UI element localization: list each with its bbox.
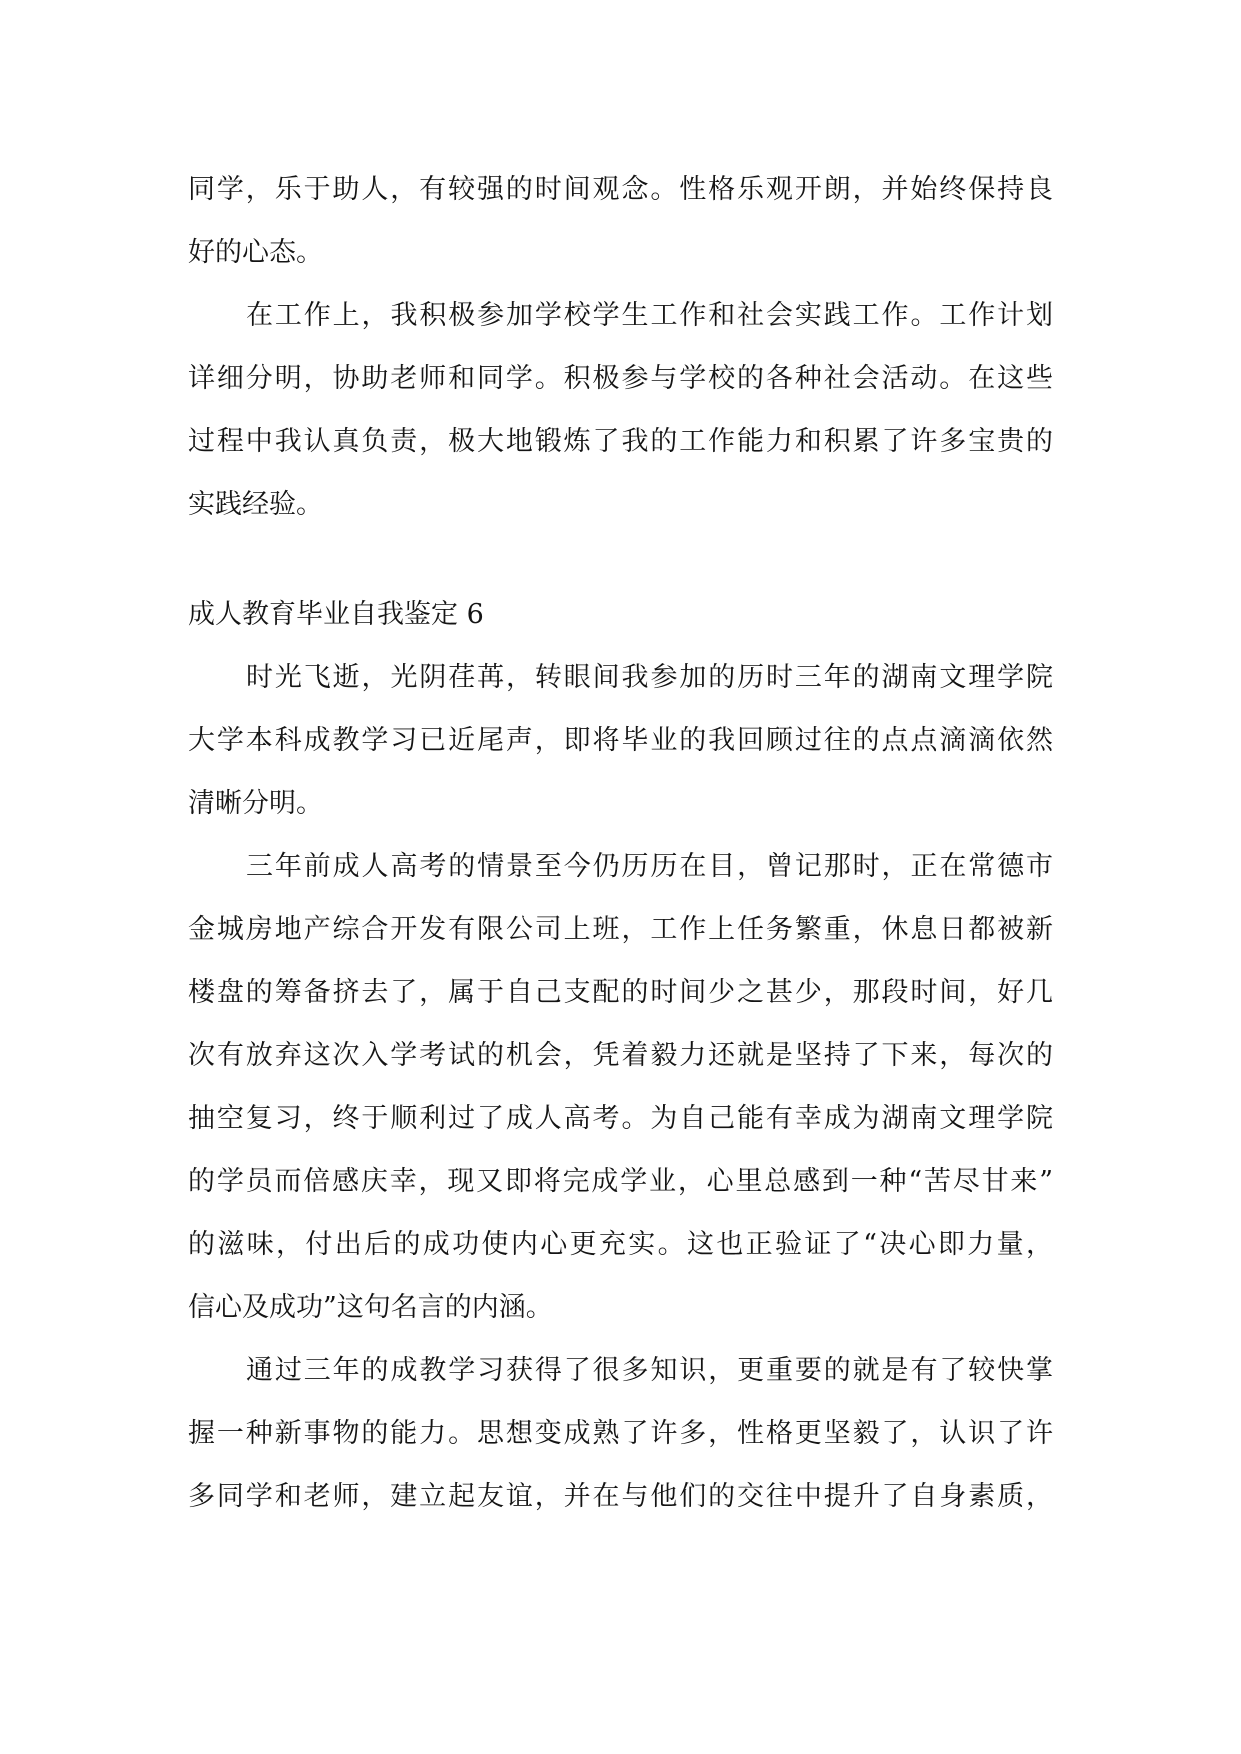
text-line: 大学本科成教学习已近尾声，即将毕业的我回顾过往的点点滴滴依然 [188,725,1053,756]
section-spacer [188,536,1053,583]
text-line: 多同学和老师，建立起友谊，并在与他们的交往中提升了自身素质， [188,1481,1053,1512]
text-line: 楼盘的筹备挤去了，属于自己支配的时间少之甚少，那段时间，好几 [188,977,1053,1008]
document-body [188,158,1053,1528]
text-line: 握一种新事物的能力。思想变成熟了许多，性格更坚毅了，认识了许 [188,1418,1053,1449]
section-heading: 成人教育毕业自我鉴定 6 [188,599,484,630]
text-line: 过程中我认真负责，极大地锻炼了我的工作能力和积累了许多宝贵的 [188,426,1053,457]
text-line: 次有放弃这次入学考试的机会，凭着毅力还就是坚持了下来，每次的 [188,1040,1053,1071]
paragraph [188,158,1053,284]
paragraph [188,284,1053,536]
text-line: 实践经验。 [188,489,323,520]
text-line: 的学员而倍感庆幸，现又即将完成学业，心里总感到一种“苦尽甘来” [188,1166,1053,1197]
text-line: 抽空复习，终于顺利过了成人高考。为自己能有幸成为湖南文理学院 [188,1103,1053,1134]
paragraph [188,1339,1053,1528]
text-line: 三年前成人高考的情景至今仍历历在目，曾记那时，正在常德市 [246,851,1053,882]
text-line: 金城房地产综合开发有限公司上班，工作上任务繁重，休息日都被新 [188,914,1053,945]
text-line: 清晰分明。 [188,788,323,819]
paragraph [188,835,1053,1339]
text-line: 时光飞逝，光阴荏苒，转眼间我参加的历时三年的湖南文理学院 [246,662,1053,693]
text-line: 通过三年的成教学习获得了很多知识，更重要的就是有了较快掌 [246,1355,1053,1386]
text-line: 的滋味，付出后的成功使内心更充实。这也正验证了“决心即力量， [188,1229,1053,1260]
paragraph [188,646,1053,835]
text-line: 在工作上，我积极参加学校学生工作和社会实践工作。工作计划 [246,300,1053,331]
text-line: 信心及成功”这句名言的内涵。 [188,1292,553,1323]
text-line: 同学，乐于助人，有较强的时间观念。性格乐观开朗，并始终保持良 [188,174,1053,205]
text-line: 好的心态。 [188,237,323,268]
text-line: 详细分明，协助老师和同学。积极参与学校的各种社会活动。在这些 [188,363,1053,394]
